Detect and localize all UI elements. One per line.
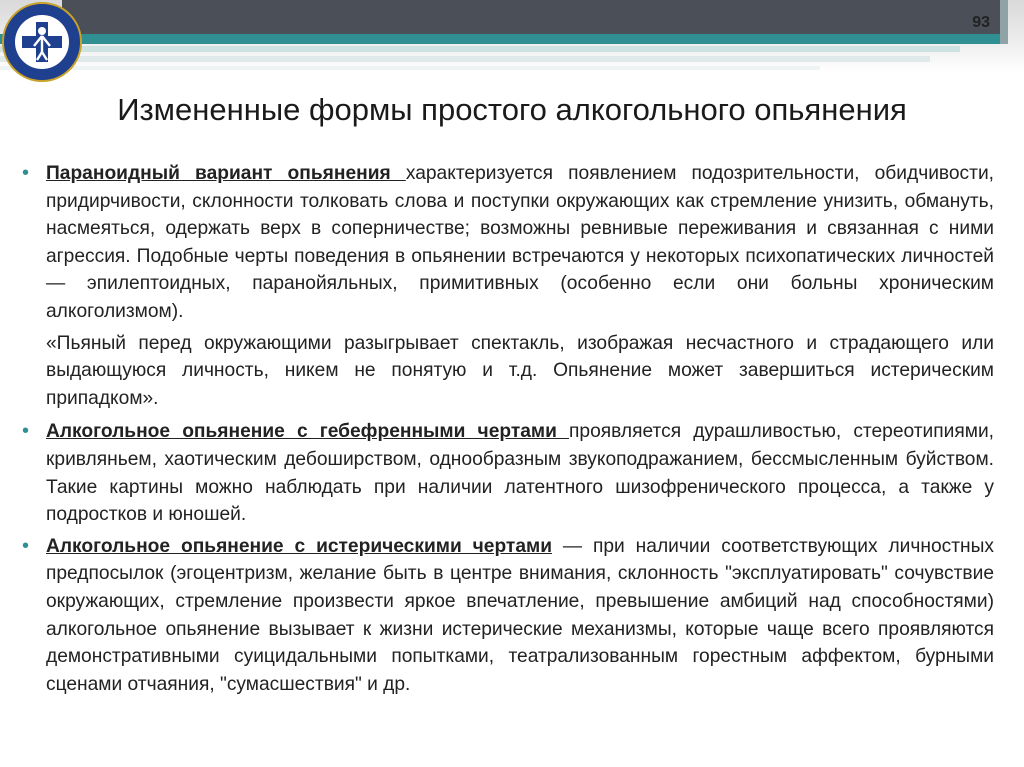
term-hysterical: Алкогольное опьянение с истерическими чертами <box>46 535 552 557</box>
term-hebephrenic: Алкогольное опьянение с гебефренными чертами <box>46 421 570 443</box>
item-text-paranoid: характеризуется появлением подозрительности, обидчивости, придирчивости, склонности толковать слова и поступки окружающих как стремление унизить, обмануть, насмеяться, одержать верх в соперничестве; возможны ревнивые переживания и связанная с ними агрессия. Подобные черты поведения в опьянении встречаются у некоторых психопатических личностей — эпилептоидных, паранойяльных, примитивных (особенно если они больны хроническим алкоголизмом). <box>46 163 994 322</box>
term-paranoid: Параноидный вариант опьянения <box>46 163 406 184</box>
item-text-hysterical: — при наличии соответствующих личностных предпосылок (эгоцентризм, желание быть в центре внимания, склонность "эксплуатировать" сочувствие окружающих, стремление произвести яркое впечатление, превышение амбиций над способностями) алкогольное опьянение вызывает к жизни истерические механизмы, которые чаще всего проявляются демонстративными суицидальными попытками, театрализованным горестным аффектом, бурными сценами отчаяния, "сумасшествия" и др. <box>46 535 994 695</box>
header-light-band-3 <box>0 66 820 70</box>
bullet-item-hebephrenic <box>22 418 994 528</box>
slide-content <box>22 160 994 702</box>
bullet-item-hysterical <box>22 533 994 699</box>
header-light-band <box>0 46 960 52</box>
item-text-hebephrenic: проявляется дурашливостью, стереотипиями, кривляньем, хаотическим дебоширством, однообразным звукоподражанием, бессмысленным буйством. Такие картины можно наблюдать при наличии латентного шизофренического процесса, а также у подростков и юношей. <box>46 421 994 526</box>
header-dark-band <box>62 0 1000 34</box>
header-band-cap <box>1000 0 1008 44</box>
bullet-item-paranoid <box>22 160 994 326</box>
bullet-dot: • <box>22 162 30 184</box>
quote-paragraph: «Пьяный перед окружающими разыгрывает спектакль, изображая несчастного и страдающего или выдающуюся личность, никем не понятую и т.д. Опьянение может завершиться истерическим припадком». <box>46 332 994 409</box>
slide-title: Измененные формы простого алкогольного опьянения <box>117 92 907 127</box>
header-teal-band <box>0 34 1000 44</box>
bullet-dot: • <box>22 534 30 557</box>
header-light-band-2 <box>0 56 930 62</box>
dispensary-logo <box>0 0 84 84</box>
slide-number: 93 <box>972 14 990 31</box>
bullet-dot: • <box>22 420 30 443</box>
